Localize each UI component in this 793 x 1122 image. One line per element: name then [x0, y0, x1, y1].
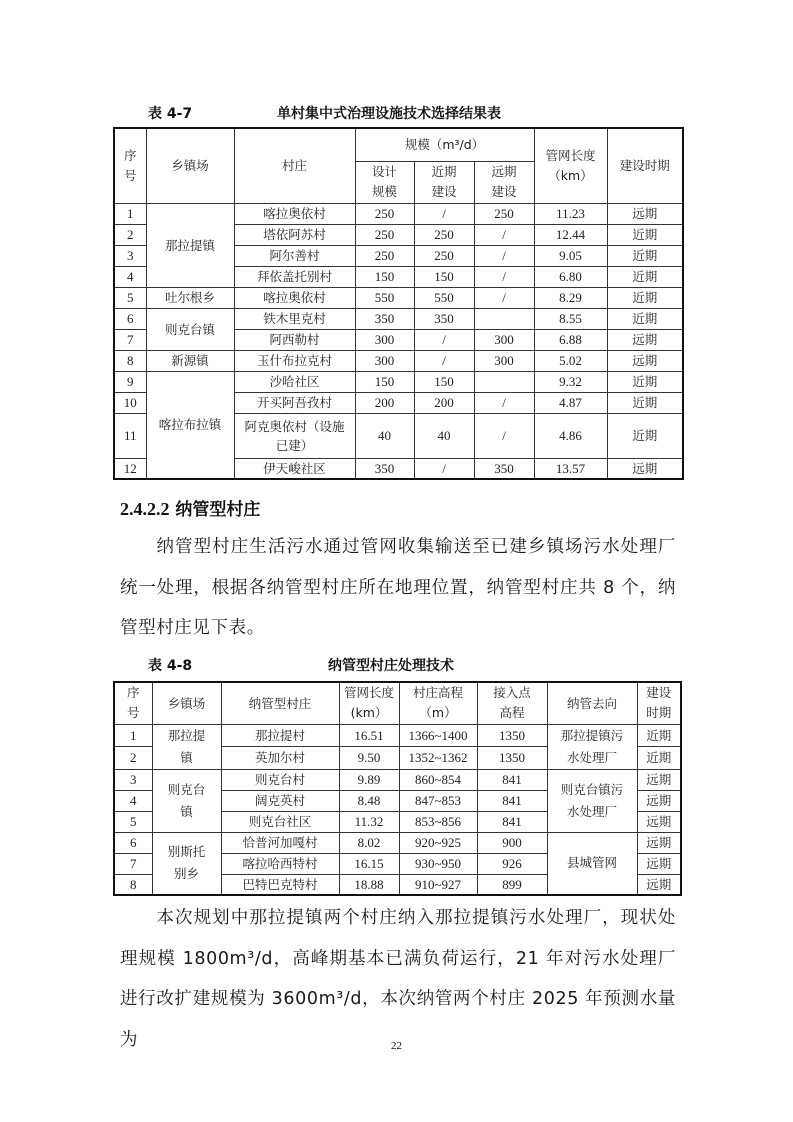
cell-pipe-length: 6.88: [534, 329, 607, 350]
header-index: 序号: [114, 128, 146, 203]
cell-near-term: 200: [414, 392, 474, 413]
cell-township: 喀拉布拉镇: [146, 371, 234, 479]
cell-pipe-length: 4.86: [534, 413, 607, 458]
cell-inlet-elevation: 841: [477, 811, 547, 832]
cell-near-term: /: [414, 350, 474, 371]
cell-index: 3: [114, 245, 146, 266]
cell-index: 2: [114, 747, 152, 770]
cell-village: 沙哈社区: [234, 371, 355, 392]
table-4-8-title: 纳管型村庄处理技术: [328, 658, 454, 674]
cell-long-term: 300: [474, 329, 534, 350]
cell-village: 玉什布拉克村: [234, 350, 355, 371]
cell-index: 6: [114, 832, 152, 853]
cell-pipe-length: 16.51: [339, 724, 399, 747]
table-row: [114, 203, 683, 224]
paragraph-narati-plant-text: 本次规划中那拉提镇两个村庄纳入那拉提镇污水处理厂，现状处理规模 1800m³/d，高峰期基本已满负荷运行，21 年对污水处理厂进行改扩建规模为 3600m³/d，本次纳管两个村庄 2025 年预测水量为: [120, 908, 676, 1050]
cell-inlet-elevation: 1350: [477, 724, 547, 747]
table-4-7-label: 表 4-7: [148, 106, 193, 122]
cell-pipe-length: 8.29: [534, 287, 607, 308]
cell-index: 7: [114, 853, 152, 874]
cell-period: 远期: [637, 811, 681, 832]
cell-pipe-length: 9.05: [534, 245, 607, 266]
cell-near-term: 350: [414, 308, 474, 329]
cell-long-term: /: [474, 413, 534, 458]
cell-near-term: 40: [414, 413, 474, 458]
cell-township: 那拉提镇: [146, 203, 234, 287]
cell-elevation: 910~927: [399, 874, 477, 895]
cell-inlet-elevation: 900: [477, 832, 547, 853]
paragraph-intro: [120, 527, 676, 649]
cell-long-term: [474, 371, 534, 392]
cell-elevation: 930~950: [399, 853, 477, 874]
table-row: [114, 371, 683, 392]
paragraph-narati-plant: [120, 898, 676, 1060]
cell-village: 喀拉哈西特村: [221, 853, 339, 874]
cell-index: 8: [114, 874, 152, 895]
cell-design-scale: 250: [355, 203, 414, 224]
header-pipe-length: 管网长度（km）: [534, 128, 607, 203]
cell-period: 远期: [607, 350, 683, 371]
cell-long-term: /: [474, 245, 534, 266]
cell-design-scale: 200: [355, 392, 414, 413]
table-4-8-label: 表 4-8: [148, 658, 193, 674]
cell-township: 别斯托别乡: [152, 832, 221, 895]
header-township: 乡镇场: [152, 682, 221, 724]
cell-pipe-length: 18.88: [339, 874, 399, 895]
cell-index: 3: [114, 769, 152, 790]
header-design-scale: 设计规模: [355, 161, 414, 203]
cell-period: 近期: [607, 245, 683, 266]
cell-period: 远期: [637, 790, 681, 811]
cell-pipe-length: 9.32: [534, 371, 607, 392]
cell-index: 12: [114, 458, 146, 479]
header-period: 建设时期: [607, 128, 683, 203]
cell-elevation: 920~925: [399, 832, 477, 853]
cell-index: 10: [114, 392, 146, 413]
cell-period: 远期: [637, 853, 681, 874]
cell-township: 新源镇: [146, 350, 234, 371]
header-scale-group: 规模（m³/d）: [355, 128, 534, 161]
header-village: 纳管型村庄: [221, 682, 339, 724]
cell-village: 铁木里克村: [234, 308, 355, 329]
cell-period: 远期: [637, 832, 681, 853]
cell-index: 5: [114, 811, 152, 832]
cell-village: 阿克奥依村（设施已建）: [234, 413, 355, 458]
cell-design-scale: 350: [355, 308, 414, 329]
cell-index: 1: [114, 724, 152, 747]
header-pipe-length: 管网长度(km）: [339, 682, 399, 724]
cell-period: 近期: [607, 392, 683, 413]
cell-long-term: [474, 308, 534, 329]
cell-village: 塔依阿苏村: [234, 224, 355, 245]
cell-village: 喀拉奥依村: [234, 203, 355, 224]
table-row: [114, 769, 681, 790]
cell-township: 吐尔根乡: [146, 287, 234, 308]
cell-period: 近期: [607, 266, 683, 287]
cell-near-term: 250: [414, 224, 474, 245]
cell-period: 远期: [607, 458, 683, 479]
section-heading: [120, 495, 260, 520]
cell-village: 拜依盖托别村: [234, 266, 355, 287]
cell-elevation: 860~854: [399, 769, 477, 790]
cell-elevation: 847~853: [399, 790, 477, 811]
header-township: 乡镇场: [146, 128, 234, 203]
cell-township: 那拉提镇: [152, 724, 221, 769]
header-inlet-elevation: 接入点高程: [477, 682, 547, 724]
table-row: [114, 308, 683, 329]
cell-village: 阔克英村: [221, 790, 339, 811]
cell-long-term: 250: [474, 203, 534, 224]
cell-design-scale: 250: [355, 224, 414, 245]
cell-pipe-length: 6.80: [534, 266, 607, 287]
table-4-8: [113, 681, 682, 896]
cell-long-term: /: [474, 392, 534, 413]
cell-period: 远期: [637, 874, 681, 895]
table-4-7-title: 单村集中式治理设施技术选择结果表: [277, 106, 501, 122]
cell-index: 8: [114, 350, 146, 371]
cell-pipe-length: 8.55: [534, 308, 607, 329]
table-row: [114, 724, 681, 747]
cell-index: 4: [114, 790, 152, 811]
header-long-term: 远期建设: [474, 161, 534, 203]
cell-village: 阿尔善村: [234, 245, 355, 266]
cell-pipe-length: 9.89: [339, 769, 399, 790]
cell-period: 远期: [607, 203, 683, 224]
cell-near-term: /: [414, 203, 474, 224]
cell-pipe-length: 16.15: [339, 853, 399, 874]
cell-index: 4: [114, 266, 146, 287]
cell-design-scale: 40: [355, 413, 414, 458]
cell-index: 1: [114, 203, 146, 224]
cell-design-scale: 550: [355, 287, 414, 308]
cell-near-term: 150: [414, 371, 474, 392]
cell-near-term: 150: [414, 266, 474, 287]
cell-long-term: 350: [474, 458, 534, 479]
cell-elevation: 1366~1400: [399, 724, 477, 747]
cell-pipe-length: 8.48: [339, 790, 399, 811]
cell-destination: 则克台镇污水处理厂: [547, 769, 637, 832]
cell-inlet-elevation: 841: [477, 790, 547, 811]
page-number: 22: [391, 1040, 402, 1052]
cell-period: 远期: [607, 329, 683, 350]
header-destination: 纳管去向: [547, 682, 637, 724]
cell-village: 英加尔村: [221, 747, 339, 770]
cell-destination: 那拉提镇污水处理厂: [547, 724, 637, 769]
cell-near-term: /: [414, 458, 474, 479]
cell-pipe-length: 12.44: [534, 224, 607, 245]
cell-period: 近期: [637, 724, 681, 747]
cell-inlet-elevation: 1350: [477, 747, 547, 770]
cell-period: 近期: [637, 747, 681, 770]
header-period: 建设时期: [637, 682, 681, 724]
cell-inlet-elevation: 899: [477, 874, 547, 895]
header-elevation: 村庄高程（m）: [399, 682, 477, 724]
cell-design-scale: 250: [355, 245, 414, 266]
header-index: 序号: [114, 682, 152, 724]
cell-pipe-length: 13.57: [534, 458, 607, 479]
paragraph-intro-text: 纳管型村庄生活污水通过管网收集输送至已建乡镇场污水处理厂统一处理，根据各纳管型村庄所在地理位置，纳管型村庄共 8 个，纳管型村庄见下表。: [120, 537, 676, 638]
cell-pipe-length: 11.23: [534, 203, 607, 224]
cell-long-term: 300: [474, 350, 534, 371]
cell-design-scale: 150: [355, 371, 414, 392]
cell-long-term: /: [474, 224, 534, 245]
cell-design-scale: 350: [355, 458, 414, 479]
cell-village: 开买阿吾孜村: [234, 392, 355, 413]
cell-index: 9: [114, 371, 146, 392]
cell-index: 5: [114, 287, 146, 308]
cell-village: 则克台村: [221, 769, 339, 790]
cell-village: 伊天峻社区: [234, 458, 355, 479]
cell-near-term: /: [414, 329, 474, 350]
cell-period: 近期: [607, 371, 683, 392]
cell-pipe-length: 5.02: [534, 350, 607, 371]
cell-village: 阿西勒村: [234, 329, 355, 350]
cell-index: 6: [114, 308, 146, 329]
cell-long-term: /: [474, 266, 534, 287]
cell-design-scale: 300: [355, 329, 414, 350]
table-row: [114, 350, 683, 371]
cell-inlet-elevation: 841: [477, 769, 547, 790]
cell-village: 恰普河加嘎村: [221, 832, 339, 853]
cell-township: 则克台镇: [146, 308, 234, 350]
cell-pipe-length: 11.32: [339, 811, 399, 832]
cell-destination: 县城管网: [547, 832, 637, 895]
cell-pipe-length: 4.87: [534, 392, 607, 413]
table-4-7: [113, 127, 684, 480]
cell-village: 喀拉奥依村: [234, 287, 355, 308]
cell-village: 那拉提村: [221, 724, 339, 747]
cell-elevation: 853~856: [399, 811, 477, 832]
cell-long-term: /: [474, 287, 534, 308]
table-row: [114, 287, 683, 308]
cell-period: 近期: [607, 413, 683, 458]
cell-village: 则克台社区: [221, 811, 339, 832]
header-village: 村庄: [234, 128, 355, 203]
cell-period: 近期: [607, 308, 683, 329]
cell-pipe-length: 8.02: [339, 832, 399, 853]
cell-near-term: 250: [414, 245, 474, 266]
section-title: 纳管型村庄: [175, 500, 261, 520]
cell-elevation: 1352~1362: [399, 747, 477, 770]
cell-inlet-elevation: 926: [477, 853, 547, 874]
table-row: [114, 832, 681, 853]
cell-pipe-length: 9.50: [339, 747, 399, 770]
section-number: 2.4.2.2: [120, 499, 170, 519]
cell-index: 2: [114, 224, 146, 245]
cell-period: 近期: [607, 287, 683, 308]
cell-township: 则克台镇: [152, 769, 221, 832]
cell-period: 远期: [637, 769, 681, 790]
cell-period: 近期: [607, 224, 683, 245]
header-near-term: 近期建设: [414, 161, 474, 203]
cell-near-term: 550: [414, 287, 474, 308]
cell-design-scale: 150: [355, 266, 414, 287]
cell-village: 巴特巴克特村: [221, 874, 339, 895]
cell-index: 7: [114, 329, 146, 350]
cell-index: 11: [114, 413, 146, 458]
cell-design-scale: 300: [355, 350, 414, 371]
